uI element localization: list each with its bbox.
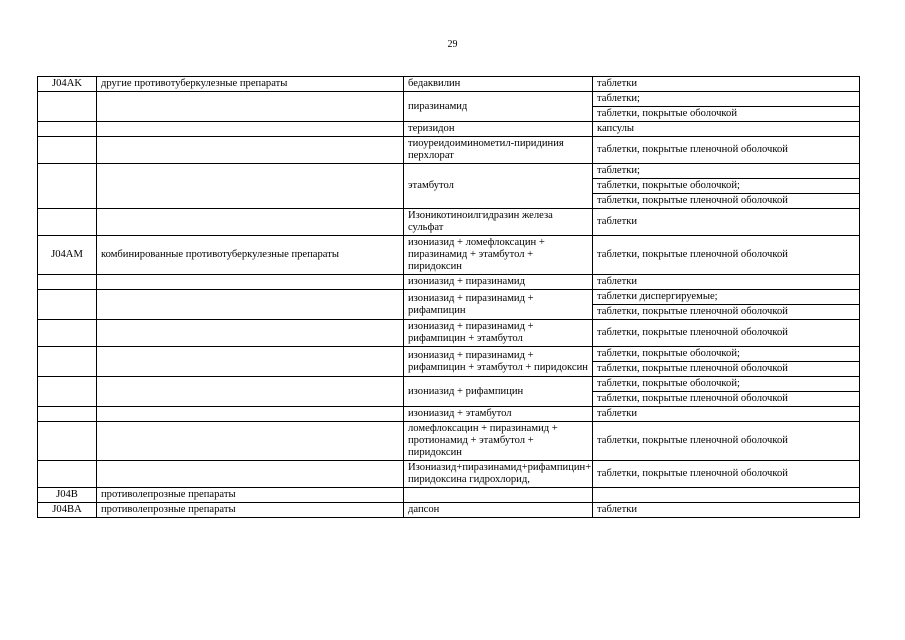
drug-name: пиразинамид <box>404 92 593 122</box>
table-row <box>38 275 860 290</box>
atc-code: J04AK <box>38 77 97 92</box>
table-row <box>38 488 860 503</box>
drug-name: Изониазид+пиразинамид+рифампицин+ пиридоксина гидрохлорид, <box>404 461 593 488</box>
table-row <box>38 461 860 488</box>
atc-code: J04B <box>38 488 97 503</box>
dosage-form: таблетки, покрытые оболочкой; <box>593 179 860 194</box>
group-name <box>97 347 404 377</box>
atc-code <box>38 137 97 164</box>
dosage-form: таблетки, покрытые оболочкой <box>593 107 860 122</box>
atc-code: J04BA <box>38 503 97 518</box>
dosage-form: таблетки, покрытые пленочной оболочкой <box>593 320 860 347</box>
table-row <box>38 122 860 137</box>
group-name <box>97 275 404 290</box>
drug-name: тиоуреидоиминометил-пиридиния перхлорат <box>404 137 593 164</box>
atc-code <box>38 164 97 209</box>
atc-code <box>38 320 97 347</box>
drug-name: изониазид + пиразинамид <box>404 275 593 290</box>
group-name <box>97 209 404 236</box>
dosage-form: таблетки, покрытые пленочной оболочкой <box>593 362 860 377</box>
dosage-form: таблетки, покрытые пленочной оболочкой <box>593 137 860 164</box>
dosage-form: таблетки, покрытые оболочкой; <box>593 377 860 392</box>
group-name <box>97 422 404 461</box>
drug-name: бедаквилин <box>404 77 593 92</box>
dosage-form: таблетки, покрытые пленочной оболочкой <box>593 392 860 407</box>
group-name <box>97 290 404 320</box>
group-name <box>97 122 404 137</box>
table-row <box>38 137 860 164</box>
group-name: противолепрозные препараты <box>97 503 404 518</box>
dosage-form: таблетки <box>593 77 860 92</box>
dosage-form: таблетки <box>593 275 860 290</box>
drug-name: дапсон <box>404 503 593 518</box>
dosage-form: таблетки, покрытые пленочной оболочкой <box>593 194 860 209</box>
group-name <box>97 461 404 488</box>
table-row <box>38 503 860 518</box>
group-name: комбинированные противотуберкулезные препараты <box>97 236 404 275</box>
group-name <box>97 137 404 164</box>
group-name <box>97 407 404 422</box>
dosage-form: капсулы <box>593 122 860 137</box>
table-row <box>38 236 860 275</box>
table-row <box>38 164 860 179</box>
drug-name: ломефлоксацин + пиразинамид + протионамид + этамбутол + пиридоксин <box>404 422 593 461</box>
dosage-form: таблетки, покрытые пленочной оболочкой <box>593 461 860 488</box>
group-name <box>97 377 404 407</box>
group-name <box>97 320 404 347</box>
atc-code <box>38 377 97 407</box>
dosage-form: таблетки; <box>593 92 860 107</box>
drug-name: изониазид + пиразинамид + рифампицин + этамбутол <box>404 320 593 347</box>
table-row <box>38 290 860 305</box>
table-row <box>38 320 860 347</box>
atc-code <box>38 290 97 320</box>
dosage-form: таблетки, покрытые пленочной оболочкой <box>593 236 860 275</box>
drug-name: изониазид + пиразинамид + рифампицин + этамбутол + пиридоксин <box>404 347 593 377</box>
dosage-form: таблетки, покрытые оболочкой; <box>593 347 860 362</box>
drug-name: изониазид + этамбутол <box>404 407 593 422</box>
dosage-form: таблетки, покрытые пленочной оболочкой <box>593 422 860 461</box>
atc-code <box>38 347 97 377</box>
atc-code <box>38 122 97 137</box>
drug-name: изониазид + рифампицин <box>404 377 593 407</box>
table-row <box>38 407 860 422</box>
group-name <box>97 164 404 209</box>
table-row <box>38 347 860 362</box>
table-row <box>38 209 860 236</box>
group-name <box>97 92 404 122</box>
table-row <box>38 422 860 461</box>
atc-code: J04AM <box>38 236 97 275</box>
atc-code <box>38 407 97 422</box>
atc-code <box>38 461 97 488</box>
table-row <box>38 377 860 392</box>
group-name: противолепрозные препараты <box>97 488 404 503</box>
dosage-form: таблетки диспергируемые; <box>593 290 860 305</box>
dosage-form: таблетки <box>593 209 860 236</box>
drug-name <box>404 488 593 503</box>
table-row <box>38 77 860 92</box>
atc-code <box>38 209 97 236</box>
dosage-form: таблетки <box>593 407 860 422</box>
atc-code <box>38 92 97 122</box>
dosage-form: таблетки; <box>593 164 860 179</box>
drug-table <box>37 76 860 518</box>
drug-name: Изоникотиноилгидразин железа сульфат <box>404 209 593 236</box>
dosage-form <box>593 488 860 503</box>
page-number: 29 <box>447 39 458 50</box>
drug-name: изониазид + ломефлоксацин + пиразинамид + этамбутол + пиридоксин <box>404 236 593 275</box>
atc-code <box>38 422 97 461</box>
dosage-form: таблетки, покрытые пленочной оболочкой <box>593 305 860 320</box>
table-row <box>38 92 860 107</box>
atc-code <box>38 275 97 290</box>
dosage-form: таблетки <box>593 503 860 518</box>
group-name: другие противотуберкулезные препараты <box>97 77 404 92</box>
drug-name: этамбутол <box>404 164 593 209</box>
drug-name: теризидон <box>404 122 593 137</box>
drug-name: изониазид + пиразинамид + рифампицин <box>404 290 593 320</box>
